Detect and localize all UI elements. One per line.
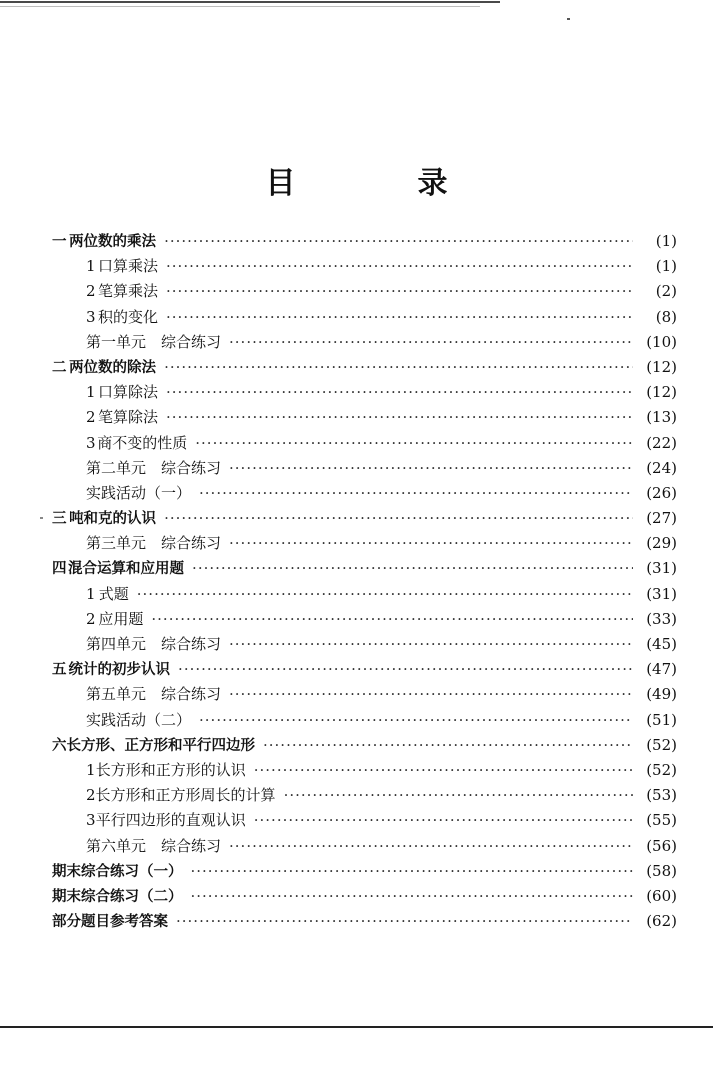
toc-entry-title: 第三单元 综合练习 [86, 534, 222, 553]
top-rule-faint [0, 6, 480, 7]
dot-leader [166, 380, 633, 405]
dot-leader [284, 783, 633, 808]
toc-entry-title: 两位数的乘法 [69, 234, 157, 250]
page-number: (51) [646, 710, 677, 729]
toc-entry [52, 330, 677, 355]
page-number: (33) [646, 609, 677, 628]
page-title: 目 录 [265, 166, 494, 201]
toc-entry-title: 积的变化 [98, 307, 159, 326]
page-number: (24) [646, 458, 677, 477]
toc-entry-title: 式题 [98, 584, 129, 603]
toc-entry-title: 第二单元 综合练习 [86, 458, 222, 477]
dot-leader [195, 431, 633, 456]
toc-entry [52, 481, 677, 506]
dot-leader [151, 607, 633, 632]
toc-entry [52, 405, 677, 430]
page-number: (31) [646, 559, 677, 578]
toc-entry-title: 长方形和正方形周长的计算 [95, 786, 276, 805]
toc-entry [52, 531, 677, 556]
dot-leader [191, 884, 634, 909]
toc-entry-title: 实践活动（一） [86, 483, 192, 502]
page-number: (60) [646, 886, 677, 905]
dot-leader [191, 859, 634, 884]
toc-entry-title: 笔算乘法 [98, 282, 159, 301]
dot-leader [166, 405, 633, 430]
page-number: (58) [646, 861, 677, 880]
toc-entry [52, 733, 677, 758]
toc-entry [52, 380, 677, 405]
toc-entry-title: 长方形和正方形的认识 [95, 760, 246, 779]
section-number: 2 [86, 282, 96, 301]
toc-entry-title: 两位数的除法 [69, 359, 157, 376]
toc-entry [52, 229, 677, 254]
dot-leader [229, 682, 633, 707]
toc-entry-title: 笔算除法 [98, 408, 159, 427]
chapter-number: 三 [52, 511, 67, 528]
dot-leader [178, 657, 633, 682]
section-number: 2 [86, 408, 96, 427]
scan-speck [40, 517, 43, 519]
scan-speck [567, 18, 570, 20]
toc-entry-title: 第五单元 综合练习 [86, 685, 222, 704]
dot-leader [229, 330, 633, 355]
toc-entry-title: 统计的初步认识 [68, 662, 171, 679]
toc-entry [52, 657, 677, 682]
section-number: 2 [86, 609, 96, 628]
dot-leader [164, 355, 633, 380]
page-number: (22) [646, 433, 677, 452]
toc-entry-title: 应用题 [98, 609, 144, 628]
toc-entry-title: 第四单元 综合练习 [86, 635, 222, 653]
toc-entry [52, 431, 677, 456]
chapter-number: 五 [52, 662, 67, 679]
dot-leader [166, 254, 633, 279]
toc-entry-title: 混合运算和应用题 [68, 561, 185, 578]
page-number: (10) [646, 332, 677, 351]
page-number: (12) [646, 383, 677, 402]
page-number: (26) [646, 483, 677, 502]
toc-entry [52, 808, 677, 833]
chapter-number: 四 [52, 561, 67, 578]
toc-entry-title: 第一单元 综合练习 [86, 332, 222, 351]
toc-entry [52, 355, 677, 380]
dot-leader [254, 758, 633, 783]
section-number: 3 [86, 433, 96, 452]
toc-entry [52, 607, 677, 632]
section-number: 1 [86, 760, 96, 779]
section-number: 1 [86, 584, 96, 603]
toc-entry-title: 期末综合练习（一） [52, 863, 183, 880]
dot-leader [254, 808, 633, 833]
page-number: (45) [646, 635, 677, 653]
page-number: (62) [646, 912, 677, 931]
dot-leader [199, 708, 633, 733]
section-number: 3 [86, 307, 96, 326]
dot-leader [166, 305, 633, 330]
toc-entry-title: 商不变的性质 [97, 433, 188, 452]
toc-entry [52, 456, 677, 481]
page-number: (52) [646, 735, 677, 754]
chapter-number: 六 [52, 737, 67, 754]
toc-entry [52, 859, 677, 884]
toc-entry [52, 682, 677, 707]
toc-entry-title: 长方形、正方形和平行四边形 [66, 737, 255, 754]
page-number: (47) [646, 660, 677, 679]
dot-leader [263, 733, 633, 758]
section-number: 1 [86, 383, 96, 402]
toc-entry-title: 口算除法 [98, 383, 159, 402]
chapter-number: 二 [52, 359, 67, 376]
section-number: 1 [86, 257, 96, 276]
toc-entry [52, 632, 677, 657]
toc-entry [52, 909, 677, 934]
toc-entry [52, 708, 677, 733]
dot-leader [166, 279, 633, 304]
dot-leader [176, 909, 633, 934]
toc-entry-title: 吨和克的认识 [69, 511, 157, 528]
toc-entry-title: 第六单元 综合练习 [86, 836, 222, 855]
page-number: (49) [646, 685, 677, 704]
table-of-contents [52, 229, 677, 934]
toc-entry [52, 884, 677, 909]
toc-entry [52, 758, 677, 783]
page-number: (31) [646, 584, 677, 603]
toc-entry-title: 平行四边形的直观认识 [95, 811, 246, 830]
page-number: (13) [646, 408, 677, 427]
page-number: (1) [655, 232, 677, 250]
toc-entry [52, 279, 677, 304]
section-number: 2 [86, 786, 96, 805]
toc-entry [52, 556, 677, 581]
dot-leader [137, 582, 633, 607]
dot-leader [229, 531, 633, 556]
page-number: (1) [655, 257, 677, 276]
dot-leader [164, 229, 633, 254]
dot-leader [229, 456, 633, 481]
toc-entry [52, 506, 677, 531]
page-number: (2) [655, 282, 677, 301]
toc-entry [52, 834, 677, 859]
toc-entry [52, 582, 677, 607]
dot-leader [164, 506, 633, 531]
toc-entry [52, 783, 677, 808]
page-number: (29) [646, 534, 677, 553]
top-rule [0, 1, 500, 3]
section-number: 3 [86, 811, 96, 830]
chapter-number: 一 [52, 234, 67, 250]
page-number: (27) [646, 509, 677, 528]
toc-entry-title: 口算乘法 [98, 257, 159, 276]
toc-entry [52, 305, 677, 330]
page-number: (55) [646, 811, 677, 830]
page-number: (56) [646, 836, 677, 855]
toc-entry [52, 254, 677, 279]
page-number: (8) [655, 307, 677, 326]
toc-entry-title: 期末综合练习（二） [52, 888, 183, 905]
dot-leader [229, 632, 633, 657]
page-number: (12) [646, 357, 677, 376]
dot-leader [192, 556, 633, 581]
page-number: (53) [646, 786, 677, 805]
page-number: (52) [646, 760, 677, 779]
toc-entry-title: 部分题目参考答案 [52, 914, 168, 931]
toc-entry-title: 实践活动（二） [86, 710, 192, 729]
bottom-rule [0, 1026, 713, 1028]
dot-leader [229, 834, 633, 859]
dot-leader [199, 481, 633, 506]
